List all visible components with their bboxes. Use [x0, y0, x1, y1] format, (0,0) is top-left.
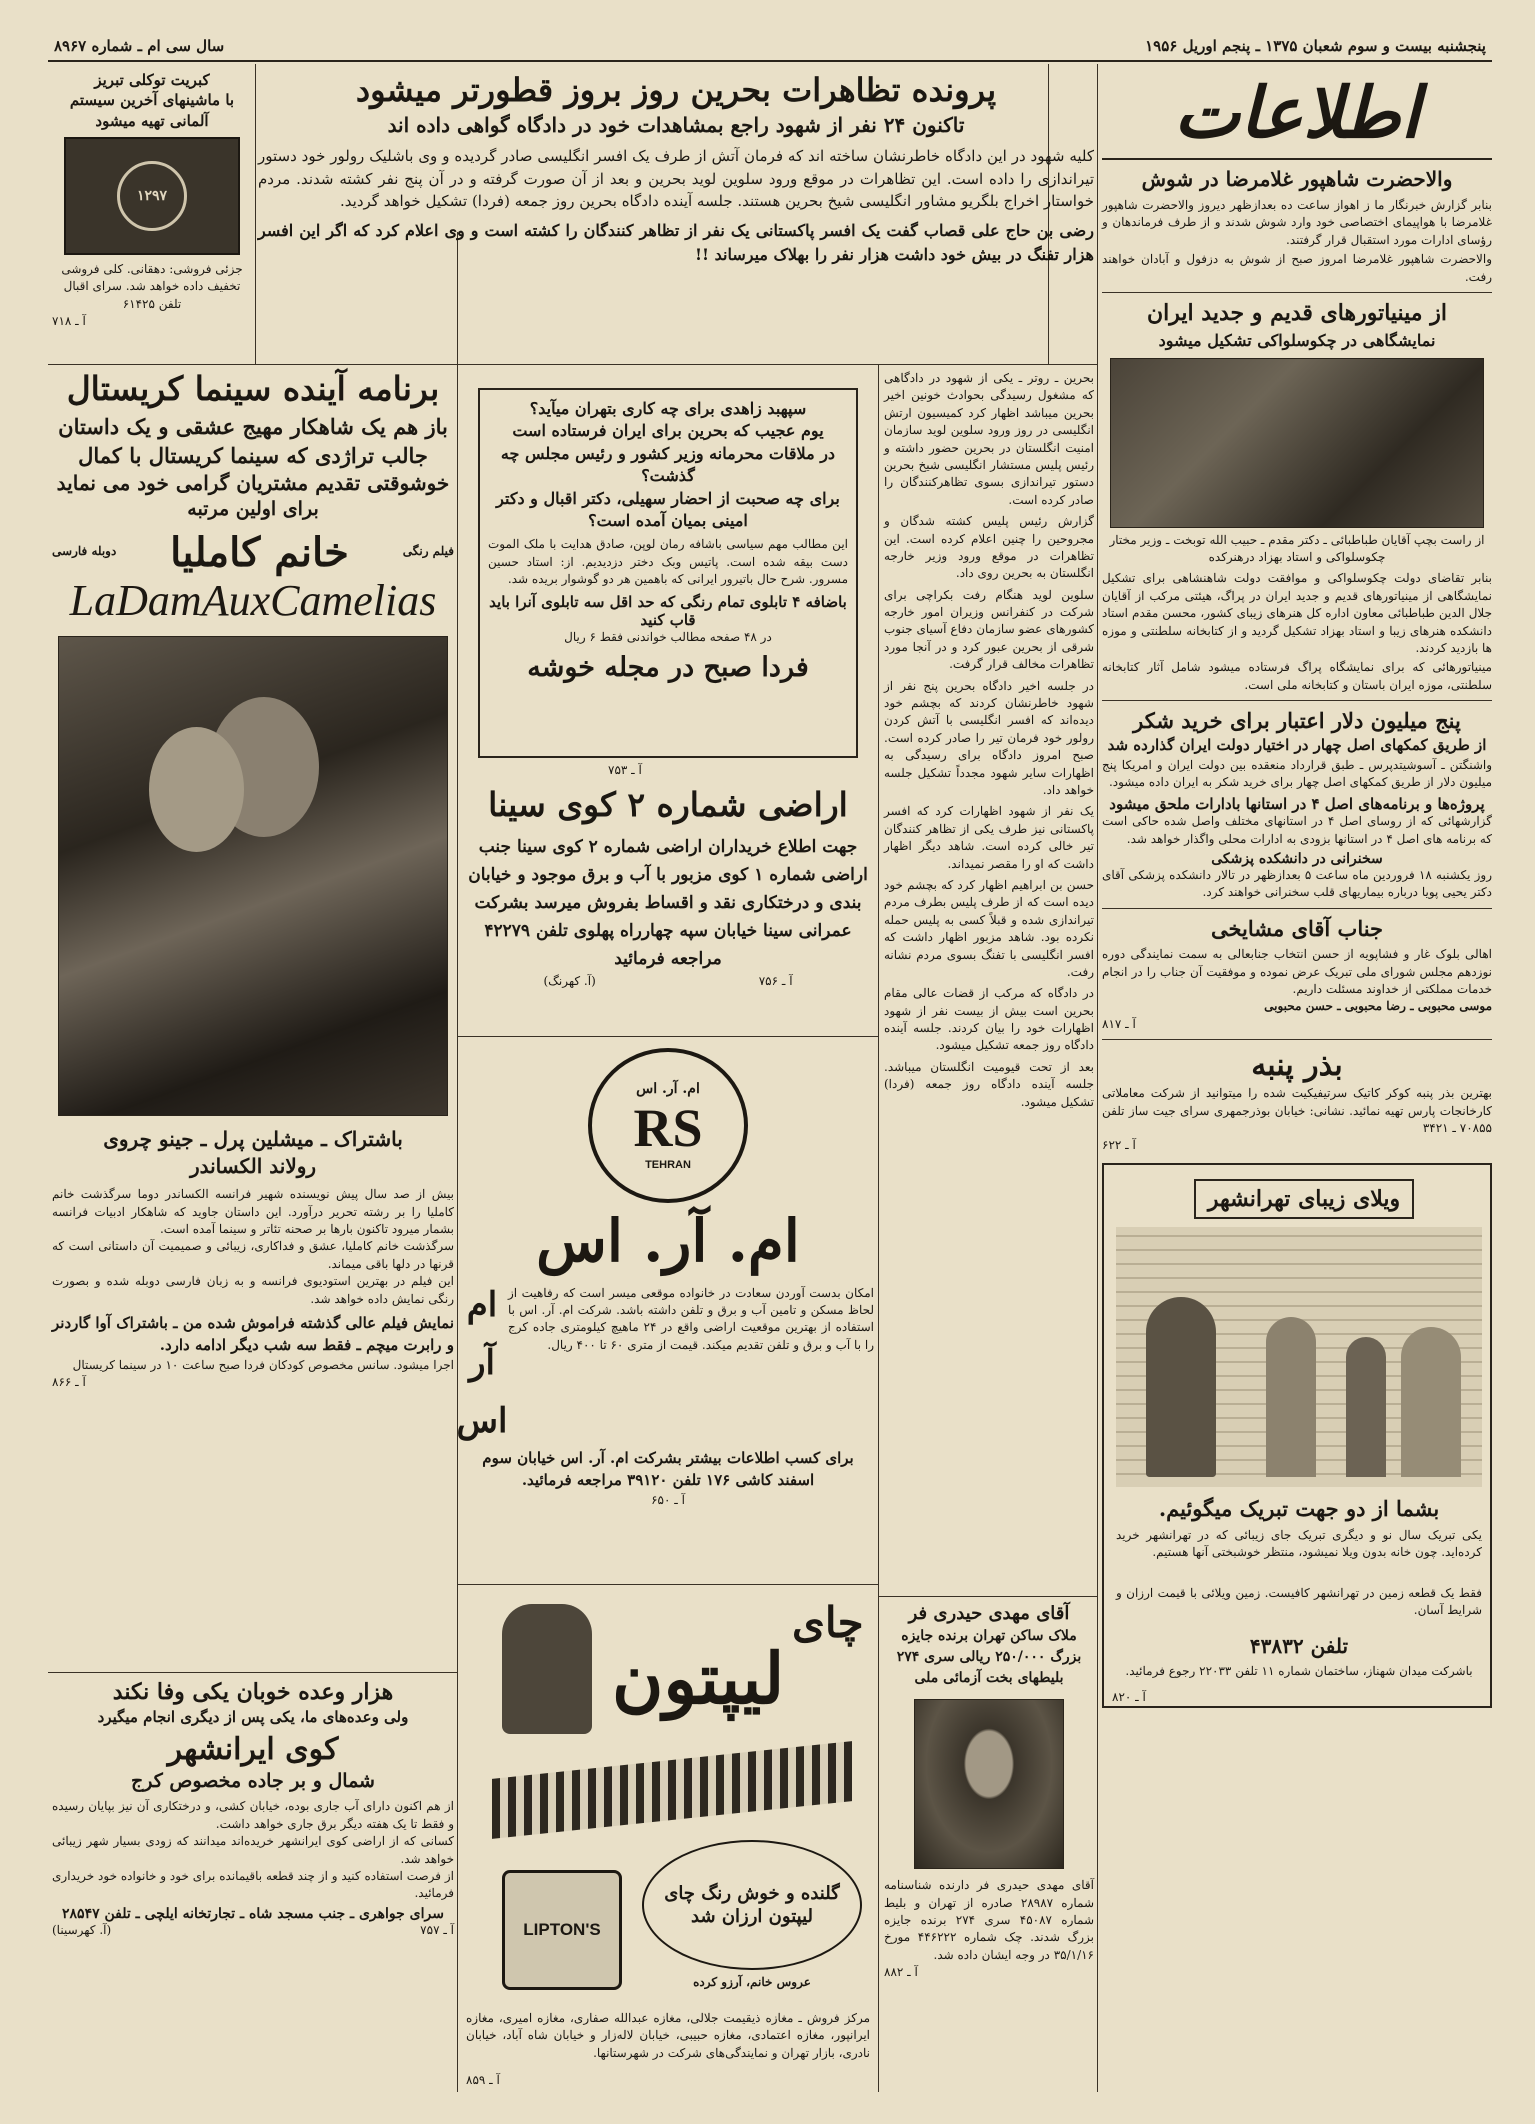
lipton-ad — [462, 1590, 874, 2088]
mrs-logo-letters: RS — [633, 1097, 703, 1158]
film-cast: باشتراک ـ میشلین پرل ـ جینو چروی — [103, 1127, 403, 1152]
story-lecture: روز یکشنبه ۱۸ فروردین ماه ساعت ۵ بعدازظهر در تالار دانشکده پزشکی آقای دکتر یحیی پویا درباره بیماریهای قلب سخنرانی خواهند کرد. — [1102, 868, 1492, 900]
lipton-bubble-2: عروس خانم، آرزو کرده — [693, 1975, 811, 1989]
ad-code: آ ـ ۷۵۳ — [608, 763, 642, 777]
lottery-body: ملاک ساکن تهران برنده جایزه بزرگ ۲۵۰/۰۰۰ ریالی سری ۲۷۴ بلیطهای بخت آزمائی ملی — [896, 1628, 1082, 1687]
match-box-image — [64, 137, 240, 255]
ad-code: آ ـ ۸۵۹ — [466, 2073, 500, 2087]
newspaper-page — [48, 32, 1492, 2092]
iranshahr-sub: ولی وعده‌های ما، یکی پس از دیگری انجام میگیرد — [97, 1707, 409, 1726]
cinema-body-2: سرگذشت خانم کاملیا، عشق و فداکاری، زیبائی و صمیمیت آن داستانی است که قرنها در دلها باقی میماند. — [52, 1239, 454, 1271]
lipton-can-label: LIPTON'S — [523, 1920, 601, 1939]
masthead — [1102, 68, 1492, 160]
villa-body: یکی تبریک سال نو و دیگری تبریک جای زیبائی که در تهرانشهر خرید کرده‌اید. چون خانه بدون ویلا نمیشود، منتظر خوشبختی آنها هستیم. — [1116, 1527, 1482, 1560]
dub-label: دوبله فارسی — [52, 544, 117, 559]
column-rule — [255, 64, 256, 364]
divider — [1102, 908, 1492, 909]
match-box-logo: ۱۲۹۷ — [117, 161, 187, 231]
mrs-body: امکان بدست آوردن سعادت در خانواده موقعی میسر است که رفاهیت از لحاظ مسکن و تامین آب و برق و تلفن داشته باشد. شرکت ام. آر. اس با استفاده از بهترین موقعیت اراضی واقع در ۲۴ ماهیچ کیلومتری جاده کرج را با آب و برق و تلفن تقدیم میکند. قیمت از متری ۶۰ تا ۴۰۰ ریال. — [508, 1285, 875, 1352]
villa-contact: باشرکت میدان شهناز، ساختمان شماره ۱۱ تلفن ۲۲۰۳۳ رجوع فرمائید. — [1125, 1663, 1473, 1678]
story-bahrain-cont-3: سلوین لوید هنگام رفت بکراچی برای شرکت در کنفرانس وزیران امور خارجه کشورهای عضو سازمان دفاع آسیای جنوب شرقی از بحرین عبور کرد و در آنجا مورد تظاهرات مخالف قرار گرفت. — [884, 587, 1094, 672]
cinema-body: بیش از صد سال پیش نویسنده شهیر فرانسه الکساندر دوما سرگذشت خانم کاملیا را بر رشته تحریر درآورد. این داستان جاوید که شاهکار ادبیات فرانسه بشمار میرود تاکنون بارها بر صحنه تئاتر و سینما آمده است. — [52, 1187, 455, 1236]
iranshahr-ad — [52, 1678, 454, 2088]
story-bahrain-cont: بحرین ـ روتر ـ یکی از شهود در دادگاهی که مشغول رسیدگی بحوادث خونین اخیر بحرین میباشد اظهار کرد کمیسیون ارتش انگلیسی در روز ورود سلوین لوید سازمان امنیت انگلستان در بحرین حضور داشته و رئیس پلیس مستشار انگلیسی شیخ بحرین دستور تیراندازی بسوی تظاهرکنندگان را صادر کرده است. — [884, 371, 1094, 507]
iranshahr-address: سرای جواهری ـ جنب مسجد شاه ـ تجارتخانه ایلچی ـ تلفن ۲۸۵۴۷ — [62, 1905, 444, 1922]
cinema-body-3: این فیلم در بهترین استودیوی فرانسه و به زبان فارسی دوبله شده و بصورت رنگی نمایش داده خواهد شد. — [52, 1274, 454, 1306]
story-sugar: واشنگتن ـ آسوشیتدپرس ـ طبق قرارداد منعقده بین دولت ایران و امریکا پنج میلیون دلار از طریق کمکهای اصل چهار برای خرید شکر به ایران داده میشود. — [1102, 757, 1492, 789]
story-prince-2: والاحضرت شاهپور غلامرضا امروز صبح از شوش به دزفول و آبادان خواهند رفت. — [1102, 252, 1492, 284]
khoosheh-pages: در ۴۸ صفحه مطالب خواندنی فقط ۶ ریال — [564, 629, 772, 644]
match-ad — [52, 70, 252, 362]
header-issue: سال سی ام ـ شماره ۸۹۶۷ — [54, 37, 225, 55]
ad-code: آ ـ ۸۸۲ — [884, 1965, 918, 1980]
story-bahrain-cont-4: در جلسه اخیر دادگاه بحرین پنج نفر از شهود خاطرنشان کردند که بچشم خود دیده‌اند که افسر انگلیسی با آتش کردن رولور خود فرمان تیر را صادر کرده است. صبح امروز دادگاه برای رسیدگی به اظهارات سایر شهود مجدداً تشکیل جلسه خواهد داد. — [884, 678, 1094, 797]
mrs-logo-wrap — [462, 1042, 874, 1207]
mrs-side-letter: ام — [466, 1284, 498, 1325]
subhead-sugar: از طریق کمکهای اصل چهار در اختیار دولت ایران گذارده شد — [1107, 735, 1487, 754]
story-miniature: بنابر تقاضای دولت چکوسلواکی و موافقت دولت شاهنشاهی برای تشکیل نمایشگاهی از مینیاتورهای قدیم و جدید ایران در پراگ، هیئتی مرکب از آقایان جلال الدین طباطبائی معاون اداره کل هنرهای زیبای کشور، محسن مقدم استاد دانشکده هنرهای زیبا و استاد بهزاد تشکیل گردید و از کتابخانه سلطنتی و موزه ها بازدید کردند. — [1102, 571, 1492, 655]
story-bahrain: کلیه شهود در این دادگاه خاطرنشان ساخته اند که فرمان آتش از طرف یک افسر انگلیسی صادر گردیده و وی باشلیک رولور خود دستور تیراندازی را داده است. این تظاهرات در موقع ورود سلوین لوید بحرین و بعد از آن صورت گرفته و در آن پنج نفر کشته شدند. مردم خواستار اخراج بلگریو مشاور انگلیسی شیخ بحرین هستند. جلسه آینده دادگاه بحرین روز جمعه (فردا) تشکیل خواهد گردید. — [258, 147, 1094, 210]
subhead-lecture: سخنرانی در دانشکده پزشکی — [1211, 851, 1383, 868]
ad-agency: (آ. کهرنگ) — [543, 974, 596, 989]
divider — [1102, 700, 1492, 701]
ad-code: آ ـ ۸۶۶ — [52, 1375, 86, 1390]
cinema-ad — [52, 368, 454, 1668]
mrs-side-letter: اس — [456, 1400, 508, 1441]
cinema-title: برنامه آینده سینما کریستال — [66, 369, 440, 408]
iranshahr-codes — [52, 1922, 454, 1939]
subhead-point4: پروژه‌ها و برنامه‌های اصل ۴ در استانها بادارات ملحق میشود — [1109, 795, 1485, 814]
lottery-winner-photo — [914, 1699, 1064, 1869]
film-cast-2: رولاند الکساندر — [189, 1154, 317, 1179]
lottery-caption: آقای مهدی حیدری فر دارنده شناسنامه شماره ۲۸۹۸۷ صادره از تهران و بلیط شماره ۴۵۰۸۷ سری ۲۷۴ برنده جایزه بزرگ شدند. چک شماره ۴۴۶۲۲۲ مورخ ۳۵/۱/۱۶ در وجه ایشان داده شد. — [884, 1878, 1095, 1962]
villa-illustration — [1116, 1227, 1482, 1487]
villa-body-2: فقط یک قطعه زمین در تهرانشهر کافیست. زمین ویلائی با قیمت ارزان و شرایط آسان. — [1116, 1585, 1482, 1618]
khoosheh-title4: برای چه صحبت از احضار سهیلی، دکتر اقبال و دکتر امینی بمیان آمده است؟ — [496, 488, 840, 530]
film-label: فیلم رنگی — [402, 544, 454, 559]
headline-bahrain: پرونده تظاهرات بحرین روز بروز قطورتر میشود — [355, 71, 997, 109]
mrs-logo-top: ام. آر. اس — [636, 1080, 700, 1097]
film-title: خانم کاملیا — [170, 528, 349, 576]
divider — [457, 1036, 878, 1037]
tree-drawing — [1146, 1297, 1216, 1477]
film-still-photo — [58, 636, 448, 1116]
khoosheh-ad — [478, 388, 858, 758]
column-rule — [1097, 64, 1098, 2092]
packet-row-drawing — [492, 1741, 852, 1839]
villa-line1: بشما از دو جهت تبریک میگوئیم. — [1158, 1495, 1440, 1521]
film-photo-wrap — [52, 636, 454, 1116]
khoosheh-title1: سپهبد زاهدی برای چه کاری بتهران میآید؟ — [529, 399, 807, 418]
divider — [48, 1672, 457, 1673]
figure-woman — [1346, 1337, 1386, 1477]
lipton-brand: لیپتون — [612, 1637, 785, 1720]
story-point4: گزارشهائی که از روسای اصل ۴ در استانهای مختلف واصل شده حاکی است که برنامه های اصل ۴ در استانها بزودی به ادارات محلی واگذار خواهد شد. — [1102, 814, 1492, 846]
column-rule — [457, 232, 458, 2092]
notice-signers: موسی محبوبی ـ رضا محبوبی ـ حسن محبوبی — [1264, 999, 1492, 1014]
mrs-body-row — [456, 1284, 875, 1441]
iranshahr-place: شمال و بر جاده مخصوص کرج — [131, 1769, 375, 1792]
film-title-row — [52, 529, 454, 576]
mrs-logo — [588, 1048, 748, 1203]
lipton-bubble — [642, 1840, 862, 1970]
ad-code: آ ـ ۶۵۰ — [651, 1492, 685, 1507]
lipton-body: مرکز فروش ـ مغازه ذیقیمت جلالی، مغازه عبدالله صفاری، مغازه امیری، مغازه ایرانپور، مغازه اعتمادی، مغازه حبیبی، خیابان لاله‌زار و خیابان شاه آباد، خیابان نادری، بازار تهران و نمایندگی‌های شرکت در شهرستانها. — [466, 2011, 871, 2060]
ad-code: آ ـ ۶۲۲ — [1102, 1138, 1136, 1153]
film-still-face-2 — [149, 727, 244, 852]
masthead-title: اطلاعات — [1174, 71, 1420, 154]
headline-miniature: از مینیاتورهای قدیم و جدید ایران — [1147, 299, 1447, 326]
cinema-line6: اجرا میشود. سانس مخصوص کودکان فردا صبح ساعت ۱۰ در سینما کریستال — [72, 1357, 454, 1372]
cinema-line3: خوشوقتی تقدیم مشتریان گرامی خود می نماید — [56, 470, 450, 495]
cinema-line4: برای اولین مرتبه — [187, 497, 319, 520]
khoosheh-title3: در ملاقات محرمانه وزیر کشور و رئیس مجلس چه گذشت؟ — [500, 443, 836, 486]
column-rule — [878, 364, 879, 2092]
ad-code: آ ـ ۸۱۷ — [1102, 1016, 1136, 1031]
iranshahr-name: کوی ایرانشهر — [167, 1731, 339, 1767]
cinema-line1: باز هم یک شاهکار مهیج عشقی و یک داستان — [58, 414, 448, 440]
story-miniature-2: مینیاتورهائی که برای نمایشگاه پراگ فرستاده میشود شامل آثار کتابخانه سلطنتی، موزه ایران باستان و کتابخانه ملی است. — [1102, 660, 1492, 692]
cinema-line2: جالب تراژدی که سینما کریستال با کمال — [78, 442, 428, 468]
match-ad-line1: کبریت توکلی تبریز — [94, 71, 210, 89]
bahrain-top-story — [258, 70, 1094, 362]
match-ad-line3: آلمانی تهیه میشود — [95, 111, 209, 130]
divider — [878, 1596, 1097, 1597]
page-header — [48, 32, 1492, 62]
khoosheh-title2: یوم عجیب که بحرین برای ایران فرستاده است — [512, 421, 824, 441]
khoosheh-body: این مطالب مهم سیاسی باشافه رمان لوپن، صادق هدایت با ملک الموت دست بیقه شده است. پاتیس وبک دختر دزدیدیم. از: استاد حسین مسرور. شرح حال باتیرور ایرانی که باهمین هر دو گوشوار بریده شد. — [488, 537, 848, 587]
ad-code: آ ـ ۷۵۶ — [758, 974, 793, 989]
villa-phone: تلفن ۴۳۸۳۲ — [1249, 1633, 1349, 1658]
match-box-wrap — [52, 137, 252, 255]
divider — [48, 364, 1097, 365]
divider — [457, 1584, 878, 1585]
ad-code: آ ـ ۷۱۸ — [52, 313, 86, 328]
story-bahrain-cont-2: گزارش رئیس پلیس کشته شدگان و مجروحین را چنین اعلام کرده است. این تظاهرات در موقع ورود وزیر خارجه انگلستان به بحرین روی داد. — [884, 514, 1094, 581]
lipton-tea-word: چای — [792, 1598, 864, 1647]
headline-cotton: بذر پنبه — [1251, 1048, 1343, 1084]
story-bahrain-cont-8: بعد از تحت قیومیت انگلستان میباشد. جلسه آینده دادگاه روز جمعه (فردا) تشکیل میشود. — [884, 1059, 1094, 1109]
notice-mashayekhi: اهالی بلوک غار و فشاپویه از حسن انتخاب جنابعالی به سمت نمایندگی دوره نوزدهم مجلس شورای ملی تبریک عرض نموده و موفقیت آن جناب را در انجام خدمات مملکتی از خداوند مسئلت داریم. — [1102, 947, 1492, 996]
khoosheh-body-2: باضافه ۴ تابلوی تمام رنگی که حد اقل سه تابلوی آنرا باید قاب کنید — [489, 592, 847, 629]
headline-prince: والاحضرت شاهپور غلامرضا در شوش — [1141, 167, 1453, 191]
story-prince: بنابر گزارش خبرنگار ما ز اهواز ساعت ده بعدازظهر دیروز والاحضرت شاهپور غلامرضا با هواپیمای اختصاصی خود وارد شوش شدند و از طرف فرماندهان و رؤسای ادارات مورد استقبال قرار گرفتند. — [1102, 198, 1492, 247]
iranshahr-body: از هم اکنون دارای آب جاری بوده، خیابان کشی، و درختکاری آن نیز بپایان رسیده و فقط تا یک هفته دیگر برق جاری خواهد داشت. — [52, 1799, 454, 1831]
story-bahrain-cont-6: حسن بن ابراهیم اظهار کرد که بچشم خود دیده است که از طرف پلیس بطرف مردم تیراندازی شده و قبلاً کسی به پلیس حمله نکرده بود. شاهد مزبور اظهار داشت که افسر انگلیسی با تفنگ بسوی مردم نشانه رفت. — [884, 877, 1094, 979]
villa-title: ویلای زیبای تهرانشهر — [1194, 1179, 1414, 1219]
land-codes — [462, 973, 874, 990]
headline-mashayekhi: جناب آقای مشایخی — [1210, 915, 1384, 941]
story-bahrain-cont-7: در دادگاه که مرکب از قضات عالی مقام بحرین است بیش از بیست نفر از شهود اظهارات خود را بیان کردند. جلسه آینده دادگاه روز جمعه تشکیل میشود. — [884, 986, 1094, 1053]
lottery-title: آقای مهدی حیدری فر — [908, 1603, 1070, 1624]
subhead-miniature: نمایشگاهی در چکوسلواکی تشکیل میشود — [1158, 330, 1436, 350]
divider — [1102, 1039, 1492, 1040]
photo-caption: از راست بچپ آقایان طباطبائی ـ دکتر مقدم ـ حبیب الله توبخت ـ وزیر مختار چکوسلواکی و استاد بهزاد درهنرکده — [1109, 532, 1485, 565]
figure-man — [1266, 1317, 1316, 1477]
iranshahr-body-3: از فرصت استفاده کنید و از چند قطعه باقیمانده برای خود و خانواده خود خریداری فرمائید. — [52, 1868, 454, 1901]
lipton-bubble-text: گلنده و خوش رنگ چای لیپتون ارزان شد — [664, 1882, 840, 1927]
lottery-photo-wrap — [884, 1699, 1094, 1869]
film-latin-title: LaDamAuxCamelias — [69, 575, 437, 625]
mrs-side-letter: آر — [469, 1342, 495, 1383]
cinema-line5: نمایش فیلم عالی گذشته فراموش شده من ـ باشتراک آوا گاردنر و رابرت میچم ـ فقط سه شب دیگر ادامه دارد. — [52, 1313, 454, 1355]
mrs-logo-city: TEHRAN — [645, 1158, 691, 1171]
land-body: جهت اطلاع خریداران اراضی شماره ۲ کوی سینا جنب اراضی شماره ۱ کوی مزبور با آب و برق موجود و خیابان بندی و درختکاری نقد و اقساط بفروش میرسد بشرکت عمرانی سینا خیابان سپه چهارراه پهلوی تلفن ۴۲۲۷۹ مراجعه فرمائید — [468, 837, 868, 970]
teapot-drawing — [502, 1604, 592, 1734]
divider — [1102, 292, 1492, 293]
ad-cotton: بهترین بذر پنبه کوکر کاتیک سرتیفیکیت شده را میتوانید از شرکت معاملاتی کارخانجات پارس تهیه نمائید. نشانی: خیابان بوذرجمهری سرای جیت ساز تلفن ۷۰۸۵۵ ـ ۳۴۲۱ — [1102, 1086, 1492, 1135]
mrs-big-title: ام. آر. اس — [536, 1207, 800, 1275]
match-ad-line2: با ماشینهای آخرین سیستم — [69, 91, 235, 110]
khoosheh-cta: فردا صبح در مجله خوشه — [527, 651, 809, 683]
story-bahrain-cont-5: یک نفر از شهود اظهارات کرد که افسر پاکستانی نیز طرف یکی از تظاهر کنندگان تیر خالی کرده است. شاهد دیگر اظهار داشت که او را مقصر نمیداند. — [884, 804, 1094, 871]
mrs-side-letters — [456, 1284, 508, 1441]
right-column — [1102, 68, 1492, 2088]
ad-code: آ ـ ۷۵۷ — [420, 1922, 454, 1937]
mrs-ad — [456, 1042, 875, 1582]
land-title: اراضی شماره ۲ کوی سینا — [488, 785, 848, 824]
iranshahr-title: هزار وعده خوبان یکی وفا نکند — [112, 1679, 394, 1705]
subhead-bahrain: تاکنون ۲۴ نفر از شهود راجع بمشاهدات خود در دادگاه گواهی داده اند — [387, 113, 965, 137]
ad-agency: (آ. کهرسینا) — [52, 1922, 112, 1937]
story-bahrain-2: رضی بن حاج علی قصاب گفت یک افسر پاکستانی یک نفر از تظاهر کنندگان را کشته است و وی اعلام کرد که اگر این افسر هزار تفنگ در بیش خود داشت هزار نفر را بهلاک میرساند !! — [258, 220, 1094, 264]
mrs-cta: برای کسب اطلاعات بیشتر بشرکت ام. آر. اس خیابان سوم اسفند کاشی ۱۷۶ تلفن ۳۹۱۲۰ مراجعه فرمائید. — [482, 1448, 854, 1490]
headline-sugar: پنج میلیون دلار اعتبار برای خرید شکر — [1133, 708, 1461, 734]
match-ad-body: جزئی فروشی: دهقانی. کلی فروشی تخفیف داده خواهد شد. سرای اقبال تلفن ۶۱۴۲۵ — [61, 261, 243, 311]
land-ad — [462, 784, 874, 1034]
header-date: پنجشنبه بیست و سوم شعبان ۱۳۷۵ ـ پنجم اوریل ۱۹۵۶ — [1145, 37, 1486, 55]
ad-code: آ ـ ۸۲۰ — [1112, 1689, 1146, 1704]
photo-wrap — [1102, 358, 1492, 528]
villa-ad — [1102, 1163, 1492, 1708]
figure-man-2 — [1401, 1327, 1461, 1477]
lottery-notice — [884, 1602, 1094, 2088]
lipton-can — [502, 1870, 622, 1990]
group-photo — [1110, 358, 1484, 528]
iranshahr-body-2: کسانی که از اراضی کوی ایرانشهر خریده‌اند میدانند که زودی بسیار شهر زیبائی خواهد شد. — [52, 1834, 454, 1866]
